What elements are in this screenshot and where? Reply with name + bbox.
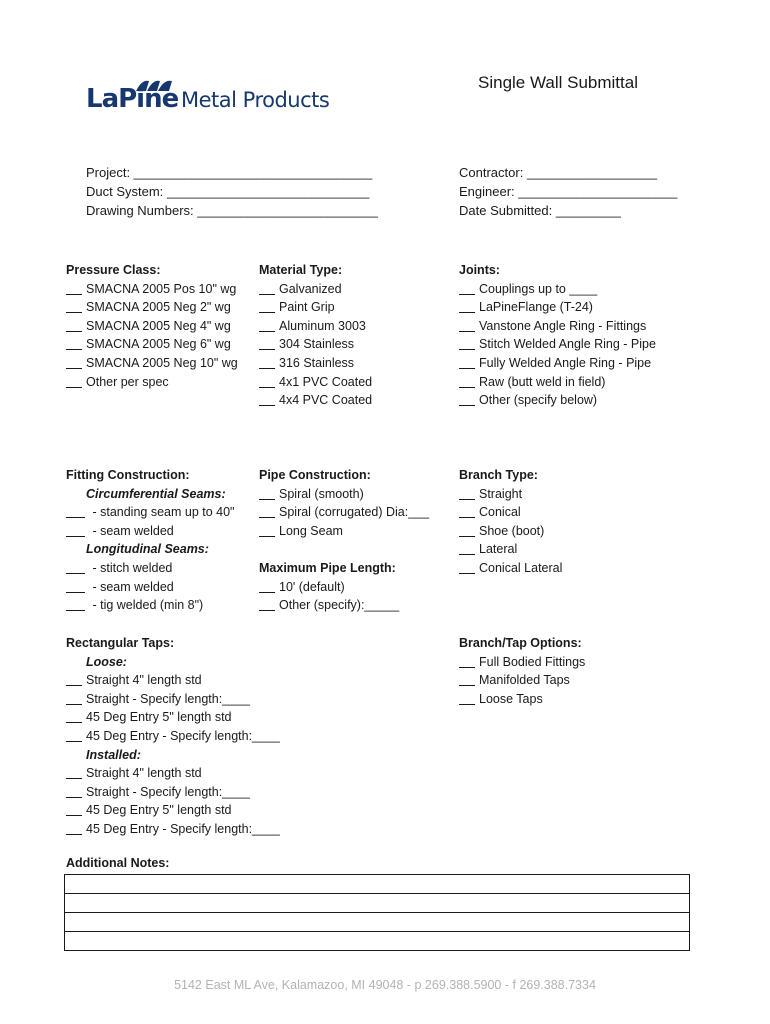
list-item: Paint Grip [259, 298, 372, 317]
logo-wordmark-light: Metal Products [181, 88, 330, 112]
checkbox-blank[interactable] [459, 392, 475, 406]
max-pipe-length-section [259, 559, 399, 615]
list-item: SMACNA 2005 Pos 10" wg [66, 280, 238, 299]
list-item: Long Seam [259, 522, 429, 541]
notes-row[interactable] [65, 875, 689, 894]
list-item: Fully Welded Angle Ring - Pipe [459, 354, 656, 373]
checkbox-blank[interactable] [459, 374, 475, 388]
list-item: - stitch welded [66, 559, 235, 578]
checkbox-blank[interactable] [66, 728, 82, 742]
checkbox-blank[interactable] [66, 579, 85, 593]
checkbox-blank[interactable] [66, 765, 82, 779]
list-item: Shoe (boot) [459, 522, 562, 541]
checkbox-blank[interactable] [259, 355, 275, 369]
subsection-heading: Longitudinal Seams: [86, 542, 209, 557]
checkbox-blank[interactable] [259, 318, 275, 332]
list-item: 10' (default) [259, 578, 399, 597]
checkbox-blank[interactable] [66, 523, 85, 537]
list-item: - seam welded [66, 522, 235, 541]
checkbox-blank[interactable] [459, 486, 475, 500]
notes-row[interactable] [65, 913, 689, 932]
header-right-fields [459, 163, 677, 220]
section-heading: Material Type: [259, 263, 343, 277]
checkbox-blank[interactable] [66, 281, 82, 295]
drawing-numbers-field[interactable]: Drawing Numbers: _________________________ [86, 203, 379, 218]
list-item: Straight 4" length std [66, 671, 280, 690]
notes-table [64, 874, 690, 951]
section-heading: Branch/Tap Options: [459, 636, 582, 650]
list-item: Straight [459, 485, 562, 504]
checkbox-blank[interactable] [259, 299, 275, 313]
list-item: Other (specify):_____ [259, 596, 399, 615]
section-heading: Branch Type: [459, 468, 538, 482]
checkbox-blank[interactable] [259, 597, 275, 611]
pressure-class-section [66, 261, 238, 391]
engineer-field[interactable]: Engineer: ______________________ [459, 184, 678, 199]
list-item: SMACNA 2005 Neg 10" wg [66, 354, 238, 373]
list-item: SMACNA 2005 Neg 2" wg [66, 298, 238, 317]
section-heading: Pipe Construction: [259, 468, 371, 482]
list-item: Spiral (smooth) [259, 485, 429, 504]
subsection-heading: Installed: [86, 747, 141, 762]
checkbox-blank[interactable] [66, 709, 82, 723]
list-item: Conical [459, 503, 562, 522]
duct-system-field[interactable]: Duct System: ____________________________ [86, 184, 370, 199]
checkbox-blank[interactable] [459, 299, 475, 313]
company-logo [86, 78, 336, 118]
checkbox-blank[interactable] [459, 355, 475, 369]
checkbox-blank[interactable] [459, 541, 475, 555]
list-item: 4x4 PVC Coated [259, 391, 372, 410]
list-item: 45 Deg Entry 5" length std [66, 801, 280, 820]
checkbox-blank[interactable] [459, 336, 475, 350]
checkbox-blank[interactable] [66, 821, 82, 835]
checkbox-blank[interactable] [66, 299, 82, 313]
checkbox-blank[interactable] [459, 672, 475, 686]
checkbox-blank[interactable] [259, 374, 275, 388]
list-item: Couplings up to ____ [459, 280, 656, 299]
checkbox-blank[interactable] [459, 281, 475, 295]
section-heading: Rectangular Taps: [66, 636, 175, 650]
list-item: Vanstone Angle Ring - Fittings [459, 317, 656, 336]
list-item: LaPineFlange (T-24) [459, 298, 656, 317]
date-submitted-field[interactable]: Date Submitted: _________ [459, 203, 621, 218]
list-item: Other (specify below) [459, 391, 656, 410]
section-heading: Pressure Class: [66, 263, 161, 277]
checkbox-blank[interactable] [259, 392, 275, 406]
notes-row[interactable] [65, 894, 689, 913]
subsection-heading: Circumferential Seams: [86, 486, 226, 501]
checkbox-blank[interactable] [66, 802, 82, 816]
checkbox-blank[interactable] [259, 523, 275, 537]
checkbox-blank[interactable] [66, 504, 85, 518]
checkbox-blank[interactable] [459, 523, 475, 537]
checkbox-blank[interactable] [66, 672, 82, 686]
checkbox-blank[interactable] [66, 318, 82, 332]
section-heading: Joints: [459, 263, 500, 277]
list-item: Lateral [459, 540, 562, 559]
list-item: Other per spec [66, 373, 238, 392]
checkbox-blank[interactable] [66, 560, 85, 574]
subsection-heading: Loose: [86, 654, 127, 669]
branch-type-section [459, 466, 562, 578]
checkbox-blank[interactable] [459, 560, 475, 574]
checkbox-blank[interactable] [66, 355, 82, 369]
checkbox-blank[interactable] [66, 784, 82, 798]
checkbox-blank[interactable] [459, 654, 475, 668]
header-left-fields [86, 163, 378, 220]
list-item: SMACNA 2005 Neg 6" wg [66, 335, 238, 354]
list-item: Conical Lateral [459, 559, 562, 578]
list-item: - seam welded [66, 578, 235, 597]
checkbox-blank[interactable] [459, 504, 475, 518]
list-item: 45 Deg Entry - Specify length:____ [66, 727, 280, 746]
list-item: Straight 4" length std [66, 764, 280, 783]
list-item: Stitch Welded Angle Ring - Pipe [459, 335, 656, 354]
list-item: Aluminum 3003 [259, 317, 372, 336]
checkbox-blank[interactable] [259, 336, 275, 350]
list-item: SMACNA 2005 Neg 4" wg [66, 317, 238, 336]
section-heading: Maximum Pipe Length: [259, 561, 396, 575]
checkbox-blank[interactable] [259, 486, 275, 500]
list-item: Loose Taps [459, 690, 585, 709]
list-item: 45 Deg Entry 5" length std [66, 708, 280, 727]
checkbox-blank[interactable] [259, 281, 275, 295]
fitting-construction-section [66, 466, 235, 615]
list-item: Straight - Specify length:____ [66, 690, 280, 709]
contractor-field[interactable]: Contractor: __________________ [459, 165, 658, 180]
checkbox-blank[interactable] [66, 374, 82, 388]
checkbox-blank[interactable] [66, 691, 82, 705]
list-item: Raw (butt weld in field) [459, 373, 656, 392]
material-type-section [259, 261, 372, 410]
list-item: Straight - Specify length:____ [66, 783, 280, 802]
rectangular-taps-section [66, 634, 280, 839]
list-item: Spiral (corrugated) Dia:___ [259, 503, 429, 522]
section-heading: Fitting Construction: [66, 468, 190, 482]
checkbox-blank[interactable] [259, 579, 275, 593]
pipe-construction-section [259, 466, 429, 540]
page-title: Single Wall Submittal [478, 73, 638, 92]
list-item: 316 Stainless [259, 354, 372, 373]
notes-row[interactable] [65, 932, 689, 950]
logo-wordmark-bold: LaPine [86, 84, 179, 114]
checkbox-blank[interactable] [459, 318, 475, 332]
branch-tap-options-section [459, 634, 585, 708]
project-field[interactable]: Project: _________________________________ [86, 165, 373, 180]
joints-section [459, 261, 656, 410]
notes-label: Additional Notes: [66, 856, 170, 870]
list-item: - standing seam up to 40" [66, 503, 235, 522]
list-item: 304 Stainless [259, 335, 372, 354]
checkbox-blank[interactable] [259, 504, 275, 518]
list-item: 4x1 PVC Coated [259, 373, 372, 392]
checkbox-blank[interactable] [66, 597, 85, 611]
list-item: 45 Deg Entry - Specify length:____ [66, 820, 280, 839]
checkbox-blank[interactable] [66, 336, 82, 350]
list-item: - tig welded (min 8") [66, 596, 235, 615]
list-item: Galvanized [259, 280, 372, 299]
footer-address: 5142 East ML Ave, Kalamazoo, MI 49048 - p 269.388.5900 - f 269.388.7334 [174, 978, 596, 992]
list-item: Manifolded Taps [459, 671, 585, 690]
checkbox-blank[interactable] [459, 691, 475, 705]
list-item: Full Bodied Fittings [459, 653, 585, 672]
